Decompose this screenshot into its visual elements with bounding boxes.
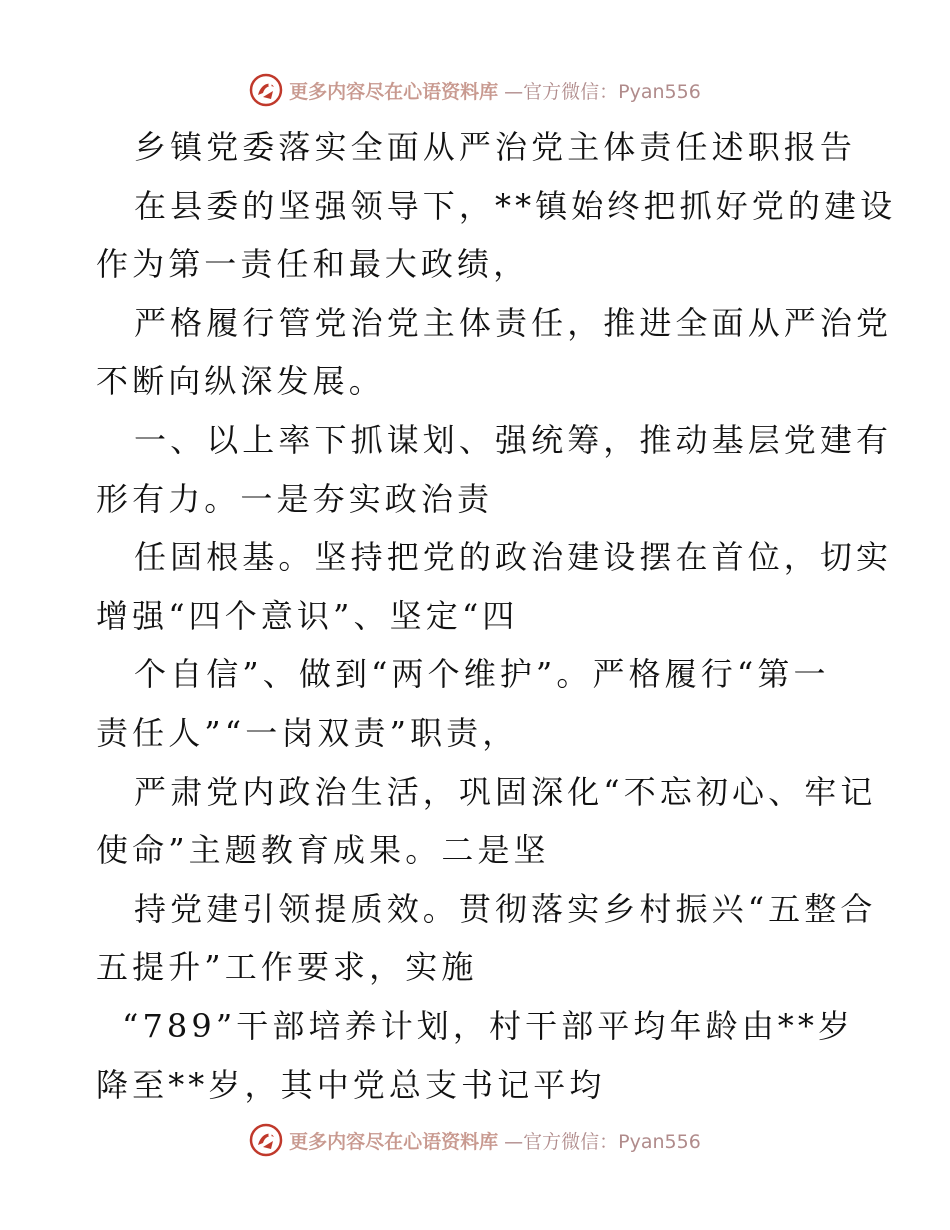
watermark-wechat: —官方微信：Pyan556	[504, 80, 701, 103]
paragraph-line: 作为第一责任和最大政绩，	[96, 245, 530, 284]
paragraph-line: 使命”主题教育成果。二是坚	[96, 831, 550, 870]
paragraph-line: 任固根基。坚持把党的政治建设摆在首位，切实	[134, 538, 893, 577]
paragraph-line: 五提升”工作要求，实施	[96, 948, 478, 987]
watermark-brand: 更多内容尽在心语资料库	[289, 1130, 499, 1153]
red-dragon-seal-icon	[249, 73, 283, 107]
watermark-brand: 更多内容尽在心语资料库	[289, 80, 499, 103]
paragraph-line: 严肃党内政治生活，巩固深化“不忘初心、牢记	[134, 772, 877, 811]
section-heading-line: 一、以上率下抓谋划、强统筹，推动基层党建有	[134, 420, 893, 459]
paragraph-line: 形有力。一是夯实政治责	[96, 479, 494, 518]
paragraph-line: 持党建引领提质效。贯彻落实乡村振兴“五整合	[134, 889, 877, 928]
paragraph-line: 降至**岁，其中党总支书记平均	[96, 1065, 606, 1104]
paragraph-line: 严格履行管党治党主体责任，推进全面从严治党	[134, 303, 893, 342]
paragraph-line: 不断向纵深发展。	[96, 362, 385, 401]
watermark-wechat: —官方微信：Pyan556	[504, 1130, 701, 1153]
document-title: 乡镇党委落实全面从严治党主体责任述职报告	[134, 128, 857, 166]
paragraph-line: “789”干部培养计划，村干部平均年龄由**岁	[122, 1006, 855, 1045]
document-body	[96, 118, 897, 1114]
paragraph-line: 个自信”、做到“两个维护”。严格履行“第一	[134, 655, 830, 694]
footer-watermark	[0, 1120, 950, 1160]
paragraph-line: 增强“四个意识”、坚定“四	[96, 596, 519, 635]
red-dragon-seal-icon	[249, 1123, 283, 1157]
paragraph-line: 在县委的坚强领导下，**镇始终把抓好党的建设	[134, 186, 897, 225]
header-watermark	[0, 70, 950, 110]
paragraph-line: 责任人”“一岗双责”职责，	[96, 713, 519, 752]
